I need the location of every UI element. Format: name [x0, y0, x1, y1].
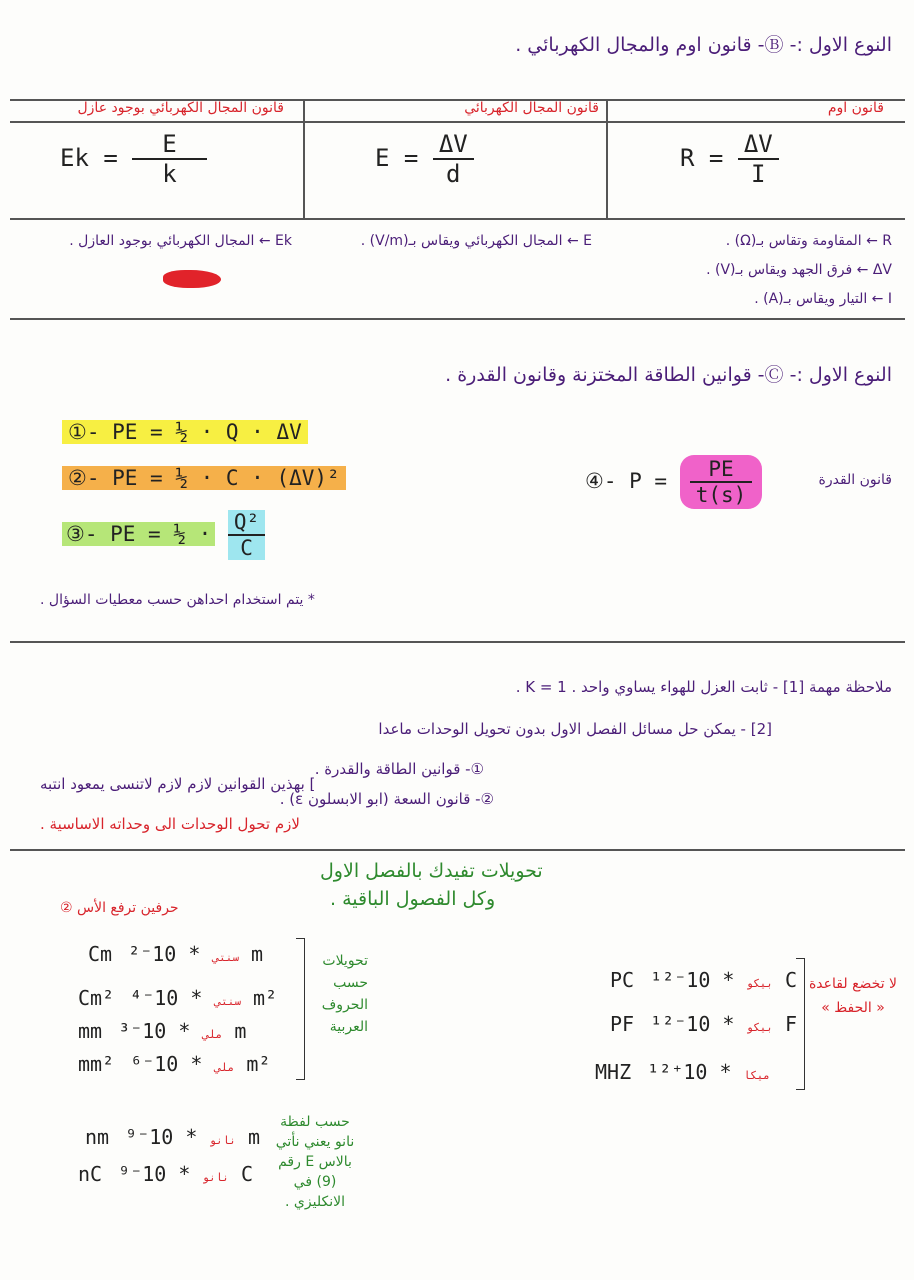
def-voltage: ΔV ← فرق الجهد ويقاس بـ(V) .: [706, 262, 892, 278]
nano-explanation: حسب لفظة نانو يعني نأتي بالاس E رقم (9) في الانكليزي .: [275, 1114, 355, 1210]
dielectric-formula: Ek = $\frac{E}{k}$: [60, 130, 207, 188]
section-b-title: النوع الاول :- Ⓑ- قانون اوم والمجال الكهربائي .: [515, 34, 892, 56]
table-divider-2: [606, 99, 608, 219]
conv-pf: PF بيكو * 10⁻¹² F: [610, 1012, 798, 1036]
power-law-label: قانون القدرة: [818, 472, 892, 488]
important-note-2: [2] - يمكن حل مسائل الفصل الاول بدون تحويل الوحدات ماعدا: [378, 720, 772, 738]
energy-formula-2: ②- PE = ½ · C · (ΔV)²: [62, 466, 346, 490]
section-divider-3: [10, 849, 905, 851]
pico-bracket: [796, 958, 805, 1090]
conv-mm2: mm² ملي * 10⁻⁶ m²: [78, 1052, 271, 1076]
conversions-title: تحويلات تفيدك بالفصل الاول: [320, 860, 543, 882]
section-c-title: النوع الاول :- Ⓒ- قوانين الطاقة المختزنة وقانون القدرة .: [445, 364, 892, 386]
energy-formula-1: ①- PE = ½ · Q · ΔV: [62, 420, 308, 444]
conv-nc: nC نانو * 10⁻⁹ C: [78, 1162, 254, 1186]
col-ohm-header: قانون اوم: [827, 100, 884, 116]
conv-mhz: MHZ ميكا * 10⁺¹²: [595, 1060, 771, 1084]
table-divider-1: [303, 99, 305, 219]
exponent-rule-note: حرفين ترفع الأس ②: [60, 900, 179, 916]
arabic-letters-note: تحويلات حسب الحروف العربية: [321, 953, 368, 1035]
efield-formula: E = $\frac{\Delta V}{d}$: [375, 130, 474, 188]
section-divider-2: [10, 641, 905, 643]
col-dielectric-header: قانون المجال الكهربائي بوجود عازل: [77, 100, 284, 116]
power-formula: ④- P = $\frac{PE}{t(s)}$: [585, 455, 762, 509]
table-header-line: [10, 121, 905, 123]
conv-cm2: Cm² سنتي * 10⁻⁴ m²: [78, 986, 278, 1010]
table-bottom-border: [10, 218, 905, 220]
ohm-formula: R = $\frac{\Delta V}{I}$: [680, 130, 779, 188]
bracket-note-red: لازم تحول الوحدات الى وحداته الاساسية .: [40, 815, 300, 833]
section-divider-1: [10, 318, 905, 320]
conversions-subtitle: وكل الفصول الباقية .: [330, 888, 496, 910]
def-dielectric-field: Ek ← المجال الكهربائي بوجود العازل .: [69, 233, 292, 249]
conv-mm: mm ملي * 10⁻³ m: [78, 1019, 247, 1043]
red-highlight-blob: [163, 270, 221, 288]
conv-cm: Cm سنتي * 10⁻² m: [88, 942, 264, 966]
usage-note: * يتم استخدام احداهن حسب معطيات السؤال .: [40, 592, 315, 608]
note-item-1: ①- قوانين الطاقة والقدرة .: [314, 760, 484, 778]
def-efield: E ← المجال الكهربائي ويقاس بـ(V/m) .: [360, 233, 592, 249]
note-item-2: ②- قانون السعة (ابو الابسلون ε) .: [279, 790, 494, 808]
energy-formula-3: ③- PE = ½ · $\frac{\text{Q²}}{C}$: [62, 510, 265, 560]
def-resistance: R ← المقاومة وتقاس بـ(Ω) .: [725, 233, 892, 249]
conv-nm: nm نانو * 10⁻⁹ m: [85, 1125, 261, 1149]
metric-bracket: [296, 938, 305, 1080]
bracket-note: ] بهذين القوانين لازم لازم لاتنسى يمعود انتبه: [40, 775, 316, 793]
no-rule-note: لا تخضع لقاعدة « الحفظ »: [808, 976, 898, 1016]
conv-pc: PC بيكو * 10⁻¹² C: [610, 968, 798, 992]
col-efield-header: قانون المجال الكهربائي: [464, 100, 599, 116]
important-note-1: ملاحظة مهمة [1] - ثابت العزل للهواء يساوي واحد . K = 1 .: [515, 678, 892, 696]
def-current: I ← التيار ويقاس بـ(A) .: [754, 291, 892, 307]
